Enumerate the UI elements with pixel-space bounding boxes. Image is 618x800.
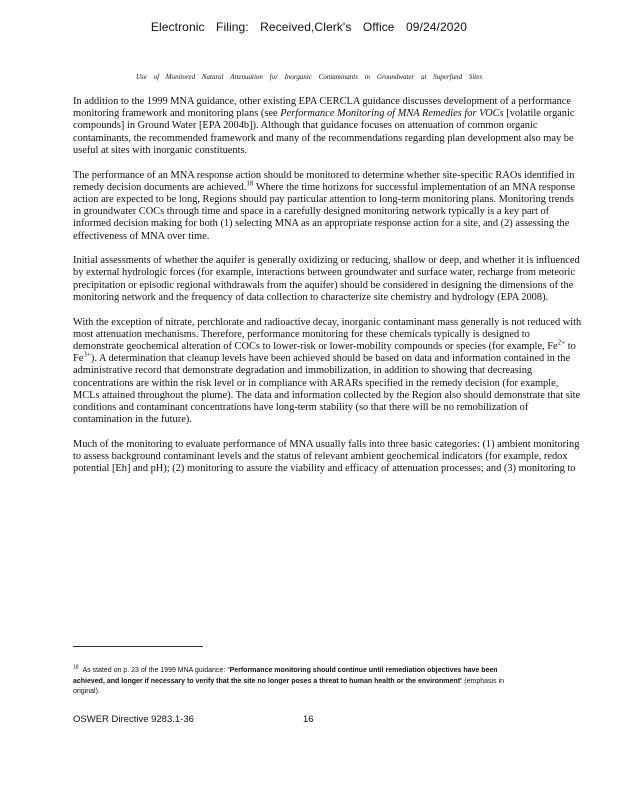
paragraph-5: Much of the monitoring to evaluate performance of MNA usually falls into three basic categories: (1) ambient monitoring to assess background contaminant levels and the status of relevant ambient geochemical indicators (for example, redox potential [Eh] and pH); (2) monitoring to assure the viability and efficacy of attenuation processes; and (3) monitoring to	[73, 438, 580, 475]
paragraph-1-text-b: [volatile organic compounds] in Ground Water [EPA 2004b]). Although that guidance focuses on attenuation of common organic contaminants, the recommended framework and many of the recommendations regarding plan development also may be useful at sites with inorganic constituents.	[73, 108, 575, 156]
paragraph-4-text-c: ). A determination that cleanup levels have been achieved should be based on data and information contained in the administrative record that demonstrate degradation and immobilization, in addition to showing that decreasing concentrations are within the risk level or in compliance with ARARs specified in the remedy decision (for example, MCLs attained throughout the plume). The data and information collected by the Region also should demonstrate that site conditions and contaminant concentrations have long-term stability (so that there will be no remobilization of contamination in the future).	[73, 353, 581, 426]
superscript-fe3: 3+	[83, 350, 91, 359]
running-head: Use of Monitored Natural Attenuation for Inorganic Contaminants in Groundwater at Superfund Sites	[135, 73, 483, 81]
paragraph-3: Initial assessments of whether the aquifer is generally oxidizing or reducing, shallow or deep, and whether it is influenced by external hydrologic forces (for example, interactions between groundwater and surface water, recharge from meteoric precipitation or episodic regional withdrawals from the aquifer) should be considered in designing the dimensions of the monitoring network and the frequency of data collection to characterize site chemistry and hydrology (EPA 2008).	[73, 255, 580, 303]
document-body	[73, 96, 583, 488]
paragraph-1-italic-title: Performance Monitoring of MNA Remedies for VOCs	[280, 108, 504, 120]
paragraph-4-text-b: to Fe	[73, 340, 576, 365]
filing-stamp: Electronic Filing: Received,Clerk's Office 09/24/2020	[150, 20, 468, 34]
footnote-ref-18: 18	[246, 179, 254, 188]
paragraph-2-text-b: Where the time horizons for successful implementation of an MNA response action are expected to be long, Regions should pay particular attention to long-term monitoring plans. Monitoring trends in groundwater COCs through time and space in a carefully designed monitoring network typically is a key part of informed decision making for both (1) selecting MNA as an appropriate response action for a site, and (2) assessing the effectiveness of MNA over time.	[73, 181, 575, 242]
footnote-divider	[73, 646, 203, 647]
footnote-number: 18	[73, 664, 79, 671]
paragraph-2-text-a: The performance of an MNA response action should be monitored to determine whether site-specific RAOs identified in remedy decision documents are achieved.	[73, 169, 575, 193]
paragraph-4	[73, 317, 583, 427]
paragraph-1-text-a: In addition to the 1999 MNA guidance, other existing EPA CERCLA guidance discusses development of a performance monitoring framework and monitoring plans (see	[73, 96, 571, 120]
footnote-tail: ” (emphasis in original).	[73, 677, 504, 695]
footnote	[73, 666, 513, 698]
footnote-lead: As stated on p. 23 of the 1999 MNA guidance: “	[82, 667, 230, 674]
paragraph-1	[73, 96, 583, 157]
paragraph-4-text-a: With the exception of nitrate, perchlorate and radioactive decay, inorganic contaminant mass generally is not reduced with most attenuation mechanisms. Therefore, performance monitoring for these chemicals typically is designed to demonstrate geochemical alteration of COCs to lower-risk or lower-mobility compounds or species (for example, Fe	[73, 316, 582, 352]
superscript-fe2: 2+	[557, 338, 566, 347]
directive-number: OSWER Directive 9283.1-36	[73, 714, 194, 725]
footnote-quote: Performance monitoring should continue until remediation objectives have been achieved, and longer if necessary to verify that the site no longer poses a threat to human health or the environment	[73, 667, 498, 685]
page-number: 16	[303, 714, 314, 725]
paragraph-2	[73, 170, 583, 243]
page-footer	[73, 714, 583, 725]
